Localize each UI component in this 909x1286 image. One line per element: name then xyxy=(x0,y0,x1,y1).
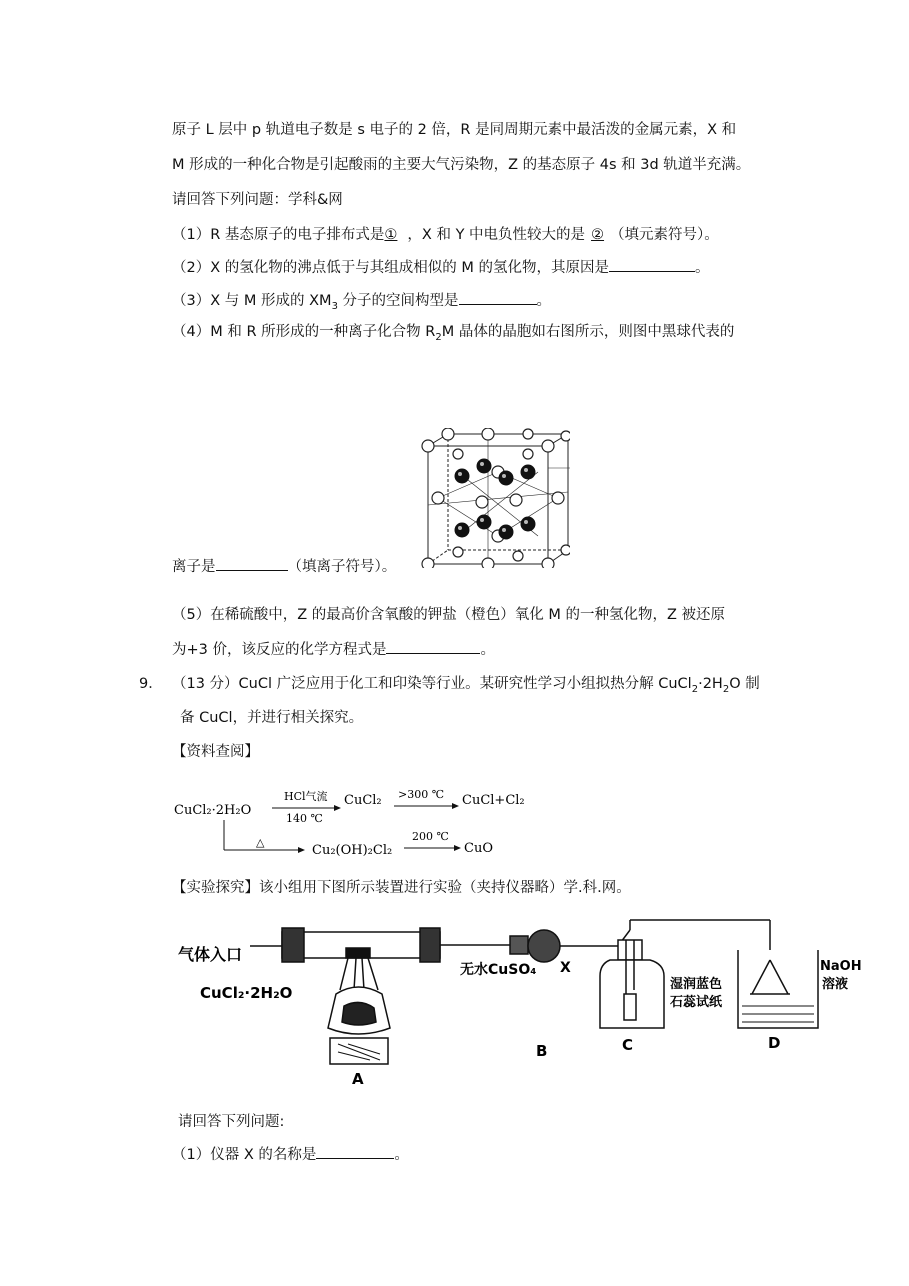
scheme-mid2: Cu₂(OH)₂Cl₂ xyxy=(312,843,393,856)
q9-ref-heading: 【资料查阅】 xyxy=(172,744,259,760)
q8-part4-sub: 2 xyxy=(435,331,442,343)
scheme-mid1: CuCl₂ xyxy=(344,793,382,808)
intro-line-1: 原子 L 层中 p 轨道电子数是 s 电子的 2 倍，R 是同周期元素中最活泼的金属元素，X 和 xyxy=(172,122,737,138)
q8-part4-cont-text: 离子是 xyxy=(172,559,216,575)
label-d: D xyxy=(768,1034,781,1052)
reaction-scheme xyxy=(172,776,552,856)
q8-part4-text: （4）M 和 R 所形成的一种离子化合物 R xyxy=(172,324,436,340)
q8-part1-text: （1）R 基态原子的电子排布式是 xyxy=(172,227,385,243)
answer-blank-1: ① xyxy=(384,227,398,243)
q8-part4-text-b: M 晶体的晶胞如右图所示，则图中黑球代表的 xyxy=(441,324,735,340)
q9-line1-sub2: 2 xyxy=(722,683,730,695)
q9-line1-mid: ·2H xyxy=(698,676,723,692)
apparatus-figure xyxy=(170,910,870,1090)
scheme-start: CuCl₂·2H₂O xyxy=(174,803,252,818)
q8-part5-line1: （5）在稀硫酸中，Z 的最高价含氧酸的钾盐（橙色）氧化 M 的一种氢化物，Z 被还原 xyxy=(172,607,726,623)
q9-line1-sub1: 2 xyxy=(691,683,699,695)
q9-line1-text: （13 分）CuCl 广泛应用于化工和印染等行业。某研究性学习小组拟热分解 CuCl xyxy=(172,676,692,692)
q9-part1 xyxy=(172,1144,409,1165)
scheme-arrow1-bottom: 140 ℃ xyxy=(286,812,323,825)
scheme-arrow3-top: △ xyxy=(256,836,265,849)
q8-part3 xyxy=(172,290,551,317)
sample-label: CuCl₂·2H₂O xyxy=(200,984,293,1002)
q9-answer-prompt: 请回答下列问题: xyxy=(178,1114,285,1130)
q9-part1-text: （1）仪器 X 的名称是 xyxy=(172,1147,317,1163)
q8-part2 xyxy=(172,257,710,278)
q8-part5-line2 xyxy=(172,639,495,660)
answer-blank-4 xyxy=(459,290,537,305)
answer-blank-2: ② xyxy=(591,227,605,243)
anhydrous-cuso4-label: 无水CuSO₄ xyxy=(460,962,537,978)
q8-part4 xyxy=(172,322,734,348)
naoh-label-2: 溶液 xyxy=(822,977,849,992)
q8-part1-mid: ，X 和 Y 中电负性较大的是 xyxy=(407,227,586,243)
q8-part1-end: （填元素符号）。 xyxy=(610,227,719,243)
q9-line2: 备 CuCl，并进行相关探究。 xyxy=(180,710,364,726)
q8-part5-end: 。 xyxy=(480,642,495,658)
q8-part4-cont-end: （填离子符号）。 xyxy=(287,559,397,575)
gas-inlet-label: 气体入口 xyxy=(178,945,243,964)
q9-exp-heading: 【实验探究】该小组用下图所示装置进行实验（夹持仪器略）学.科.网。 xyxy=(172,880,631,896)
scheme-arrow1-top: HCl气流 xyxy=(284,790,328,803)
q8-part1 xyxy=(172,225,719,245)
intro-line-3: 请回答下列问题：学科&网 xyxy=(172,192,343,208)
q9-number: 9． xyxy=(139,676,163,692)
q8-part4-cont xyxy=(172,556,396,577)
intro-line-2: M 形成的一种化合物是引起酸雨的主要大气污染物，Z 的基态原子 4s 和 3d 轨道半充满。 xyxy=(172,157,751,173)
scheme-arrow2-top: >300 ℃ xyxy=(398,788,445,801)
answer-blank-5 xyxy=(216,556,288,571)
scheme-arrow4-top: 200 ℃ xyxy=(412,830,449,843)
label-b: B xyxy=(536,1042,548,1060)
answer-blank-7 xyxy=(316,1144,394,1159)
paper-label-1: 湿润蓝色 xyxy=(670,977,723,992)
crystal-cell-figure xyxy=(418,428,570,568)
paper-label-2: 石蕊试纸 xyxy=(670,995,723,1010)
q8-part3-text-b: 分子的空间构型是 xyxy=(337,293,459,309)
naoh-label-1: NaOH xyxy=(820,959,862,974)
q8-part3-end: 。 xyxy=(536,293,552,309)
answer-blank-6 xyxy=(386,639,480,654)
q9-part1-end: 。 xyxy=(394,1147,409,1163)
q8-part2-end: 。 xyxy=(695,260,710,276)
label-a: A xyxy=(352,1070,364,1088)
q8-part3-text: （3）X 与 M 形成的 XM xyxy=(172,293,332,309)
scheme-product1: CuCl+Cl₂ xyxy=(462,793,525,808)
label-c: C xyxy=(622,1036,634,1054)
q9-line1-end: O 制 xyxy=(729,676,760,692)
answer-blank-3 xyxy=(609,257,695,272)
q8-part5-text: 为+3 价，该反应的化学方程式是 xyxy=(172,642,387,658)
q8-part3-sub: 3 xyxy=(331,300,338,312)
scheme-product2: CuO xyxy=(464,841,493,856)
x-label: X xyxy=(560,960,571,976)
q8-part2-text: （2）X 的氢化物的沸点低于与其组成相似的 M 的氢化物，其原因是 xyxy=(172,260,609,276)
q9-line1 xyxy=(172,674,760,700)
